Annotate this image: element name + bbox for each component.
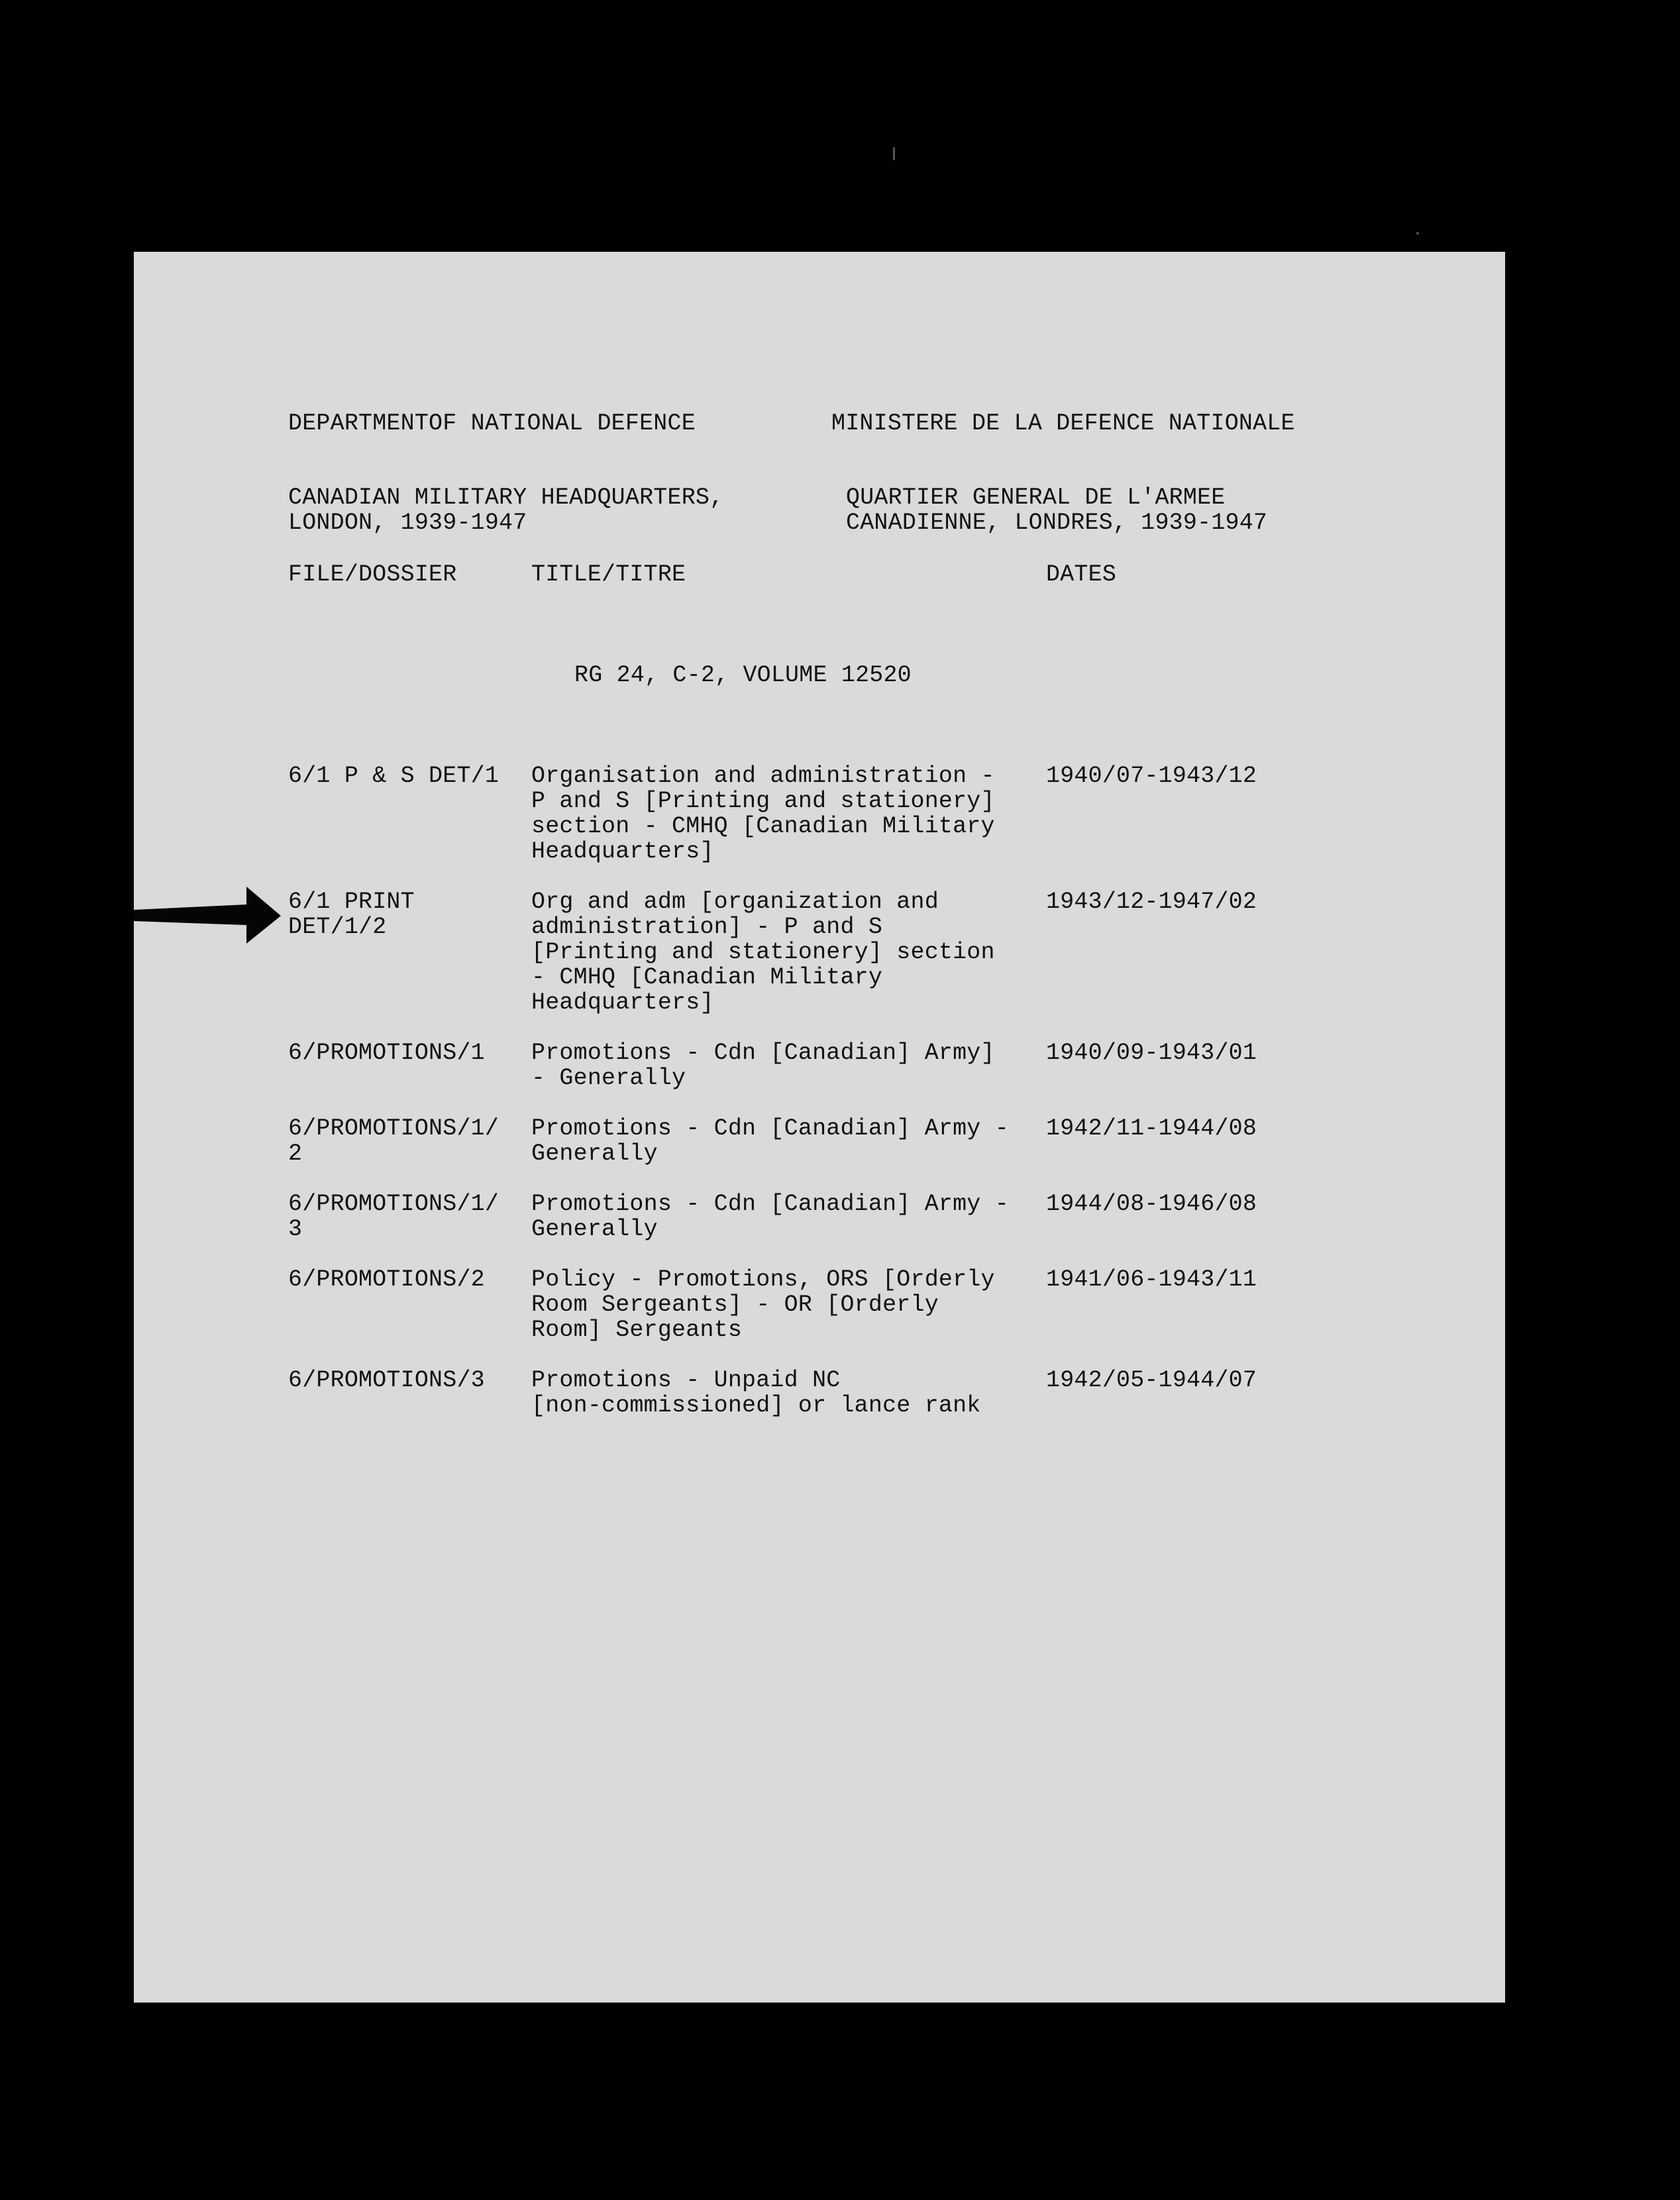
archival-finding-aid-page [134, 252, 1505, 2003]
entry-file-line: 3 [288, 1216, 303, 1242]
entry-title-line: Org and adm [organization and [531, 889, 939, 915]
entry-file-line: 6/PROMOTIONS/3 [288, 1367, 485, 1394]
entry-title-line: - CMHQ [Canadian Military [531, 964, 883, 991]
entry-dates [1046, 1116, 1311, 1141]
entry-title-line: Room] Sergeants [531, 1317, 743, 1343]
entry-title-line: Promotions - Cdn [Canadian] Army - [531, 1115, 1009, 1142]
entry-dates [1046, 1368, 1311, 1393]
entry-title-line: Organisation and administration - [531, 763, 995, 789]
entry-dates-line: 1940/09-1943/01 [1046, 1040, 1257, 1066]
entry-file-id [288, 1040, 513, 1066]
entry-dates-line: 1941/06-1943/11 [1046, 1266, 1257, 1293]
entry-file-line: 6/1 P & S DET/1 [288, 763, 499, 789]
entry-file-line: 6/PROMOTIONS/2 [288, 1266, 485, 1293]
entry-title-line: [non-commissioned] or lance rank [531, 1392, 981, 1419]
entry-title [531, 1267, 1035, 1343]
entry-title-line: administration] - P and S [531, 914, 883, 940]
entry-title-line: Generally [531, 1140, 658, 1167]
entry-file-id [288, 1267, 513, 1292]
entry-title-line: Room Sergeants] - OR [Orderly [531, 1292, 939, 1318]
entry-title [531, 1116, 1035, 1166]
entry-title-line: Promotions - Cdn [Canadian] Army] [531, 1040, 995, 1066]
entry-file-line: 6/PROMOTIONS/1/ [288, 1191, 499, 1217]
entry-title [531, 1040, 1035, 1091]
entry-title [531, 889, 1035, 1015]
header-left-agency: DEPARTMENTOF NATIONAL DEFENCE [288, 410, 696, 437]
entry-file-line: 2 [288, 1140, 303, 1167]
entry-file-line: 6/PROMOTIONS/1/ [288, 1115, 499, 1142]
header-right-unit-line2: CANADIENNE, LONDRES, 1939-1947 [846, 510, 1268, 536]
entry-dates [1046, 1191, 1311, 1217]
entry-dates [1046, 1267, 1311, 1292]
entry-file-id [288, 1116, 513, 1166]
entry-file-id [288, 763, 513, 789]
arrow-right-icon [134, 887, 286, 946]
volume-reference: RG 24, C-2, VOLUME 12520 [574, 662, 912, 688]
scan-speck [893, 147, 895, 160]
entry-file-line: 6/1 PRINT [288, 889, 415, 915]
column-heading-title: TITLE/TITRE [531, 561, 686, 588]
entry-dates-line: 1943/12-1947/02 [1046, 889, 1257, 915]
entry-title [531, 1368, 1035, 1418]
column-heading-file: FILE/DOSSIER [288, 561, 457, 588]
entry-title-line: Promotions - Unpaid NC [531, 1367, 841, 1394]
entry-title-line: Generally [531, 1216, 658, 1242]
scan-speck [1416, 232, 1419, 235]
header-left-unit-line1: CANADIAN MILITARY HEADQUARTERS, [288, 484, 724, 511]
entry-file-id [288, 1191, 513, 1242]
entry-dates-line: 1942/11-1944/08 [1046, 1115, 1257, 1142]
entry-file-line: DET/1/2 [288, 914, 387, 940]
entry-title-line: - Generally [531, 1065, 686, 1091]
entry-file-id [288, 1368, 513, 1393]
header-right-unit-line1: QUARTIER GENERAL DE L'ARMEE [846, 484, 1226, 511]
entry-file-line: 6/PROMOTIONS/1 [288, 1040, 485, 1066]
entry-title-line: Policy - Promotions, ORS [Orderly [531, 1266, 995, 1293]
entry-title-line: Promotions - Cdn [Canadian] Army - [531, 1191, 1009, 1217]
entry-dates [1046, 889, 1311, 914]
entry-dates-line: 1940/07-1943/12 [1046, 763, 1257, 789]
header-right-agency: MINISTERE DE LA DEFENCE NATIONALE [831, 410, 1295, 437]
entry-title-line: section - CMHQ [Canadian Military [531, 813, 995, 840]
entry-title [531, 1191, 1035, 1242]
entry-file-id [288, 889, 513, 940]
entry-dates-line: 1944/08-1946/08 [1046, 1191, 1257, 1217]
header-left-unit-line2: LONDON, 1939-1947 [288, 510, 527, 536]
entry-title-line: P and S [Printing and stationery] [531, 788, 995, 814]
entry-dates [1046, 763, 1311, 789]
entry-title [531, 763, 1035, 864]
entry-dates [1046, 1040, 1311, 1066]
column-heading-dates: DATES [1046, 561, 1117, 588]
entry-title-line: Headquarters] [531, 989, 714, 1016]
entry-dates-line: 1942/05-1944/07 [1046, 1367, 1257, 1394]
entry-title-line: Headquarters] [531, 838, 714, 865]
entry-title-line: [Printing and stationery] section [531, 939, 995, 965]
